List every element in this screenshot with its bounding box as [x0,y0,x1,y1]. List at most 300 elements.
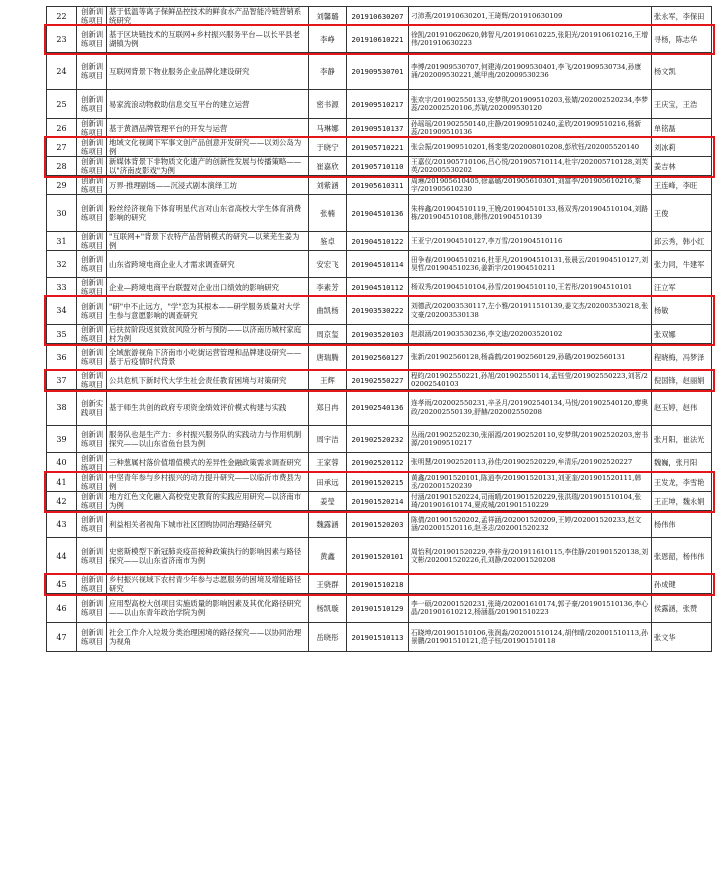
project-members-text: 张明慧/201902520113,孙佳/201902520229,牟清乐/201902520227 [411,458,633,467]
project-leader-text: 鉴卓 [320,236,335,246]
project-title-text: 三种葱属村落价值增值模式的差异性金融政策需求调查研究 [109,458,302,467]
project-type [77,492,107,511]
student-id [347,7,409,26]
project-title-text: 服务队也是生产力：乡村振兴服务队的实践动力与作用机制探究——以山东省鱼台县为例 [109,430,302,448]
project-title-text: 粉丝经济视角下体育明星代言对山东省高校大学生体育消费影响的研究 [109,204,302,222]
project-title-text: 基于低温等离子保鲜品控技术的鲜食水产品智能冷链营销系统研究 [109,7,302,25]
project-leader [309,492,347,511]
row-number-text: 28 [56,161,67,171]
project-leader [309,251,347,278]
row-number-text: 30 [56,208,67,218]
student-id [347,594,409,623]
project-members [409,157,652,176]
student-id-text: 201901510218 [351,579,404,589]
project-type-text: 创新训练项目 [81,138,104,156]
project-leader-text: 魏露涵 [316,519,339,529]
row-number-text: 39 [56,434,67,444]
project-members-text: 周怡利/201901520229,李梓龙/201911610115,李佳静/201901520138,刘文彬/202001520226,孔刘静/202001520208 [411,547,648,564]
row-number-text: 47 [56,632,67,642]
project-members [409,325,652,344]
project-type-text: 创新训练项目 [81,599,104,617]
project-advisor-text: 姜吉林 [654,161,676,171]
project-members-text: 王嘉仪/201905710106,吕心悦/201905710114,杜宇/202005710128,刘芙英/202005530202 [411,157,648,174]
project-leader-text: 崔嘉欣 [316,161,339,171]
row-number [47,157,77,176]
student-id-text: 201902520232 [351,434,404,444]
table-row [47,157,712,176]
project-members [409,176,652,195]
project-leader-text: 李素芳 [316,282,339,292]
project-members-text: 王亚宁/201904510127,李万雪/201904510116 [411,236,563,245]
student-id-text: 201909510217 [351,99,404,109]
project-type [77,371,107,390]
project-title-text: 利益相关者视角下城市社区团购协同治理路径研究 [109,519,272,529]
project-advisor [652,371,712,390]
row-number-text: 22 [56,11,67,21]
project-table-body [47,7,712,652]
row-number [47,492,77,511]
project-leader-text: 刘馨璐 [316,11,339,21]
project-leader [309,195,347,232]
project-advisor-text: 王俊 [654,208,669,218]
project-title-text: 企业—跨境电商平台联盟对企业出口绩效的影响研究 [109,282,279,292]
table-row [47,538,712,575]
project-leader [309,594,347,623]
project-leader [309,26,347,53]
project-title [107,251,309,278]
project-type-text: 创新训练项目 [81,515,104,533]
table-row [47,390,712,426]
row-number [47,538,77,575]
project-type [77,594,107,623]
project-type-text: 创新训练项目 [81,62,104,80]
row-number [47,473,77,492]
student-id [347,119,409,138]
project-members-text: 石晓坤/201901510106,张润淼/202001510124,胡伟晴/202001510113,孙景鹏/201901510121,范子钰/201901510118 [411,628,648,645]
project-title [107,26,309,53]
project-leader-text: 马琳娜 [316,123,339,133]
project-title [107,157,309,176]
project-title [107,195,309,232]
project-members-text: 连孝雨/202002550231,辛圣月/201902540134,马悦/201902540120,廖奥政/202002550139,舒赫/202002550208 [411,399,648,416]
project-members [409,511,652,538]
project-members-text: 丛雨/201902520230,张丽源/201902520110,安梦琪/201902520203,密书源/201909510217 [411,430,648,447]
project-members-text: 赵淑涵/201903530236,李文迪/202003520102 [411,329,563,338]
project-title [107,90,309,119]
project-advisor [652,7,712,26]
project-advisor-text: 王发龙，李雪艳 [654,477,705,487]
project-advisor-text: 张恩韶，杨伟伟 [654,551,705,561]
project-type [77,473,107,492]
table-row [47,426,712,453]
project-title-text: 新媒体背景下非物质文化遗产的创新性发展与传播策略——以"济南皮影戏"为例 [109,157,302,175]
project-type-text: 创新训练项目 [81,348,104,366]
project-advisor [652,26,712,53]
student-id [347,473,409,492]
student-id-text: 201904510136 [351,208,404,218]
row-number [47,325,77,344]
project-advisor [652,138,712,157]
row-number [47,371,77,390]
project-members [409,251,652,278]
project-members [409,232,652,251]
project-title-text: "互联网+"背景下农特产品营销模式的研究—以莱芜生姜为例 [109,232,300,250]
project-members-text: 张欢宇/201902550133,安梦琪/201909510203,张婧/202002520234,李梦蕊/202002520106,苏斌/202009530120 [411,95,648,112]
project-members [409,119,652,138]
student-id [347,390,409,426]
student-id-text: 201910630207 [351,11,404,21]
table-row [47,325,712,344]
project-type-text: 创新训练项目 [81,301,104,320]
student-id-text: 201903530222 [351,306,404,315]
row-number [47,53,77,90]
project-advisor [652,53,712,90]
project-advisor-text: 汪立军 [654,282,676,292]
project-members [409,371,652,390]
project-title-text: 基于黄酒品牌管理平台的开发与运营 [109,123,228,133]
project-title-text: 山东省跨境电商企业人才需求调查研究 [109,259,235,269]
student-id-text: 201910610221 [351,34,404,44]
project-leader [309,575,347,594]
project-type [77,344,107,371]
project-leader [309,297,347,325]
project-members-text: 孙瑶瑶/201902550140,庄静/201909510240,孟欣/201909510216,杨新蕊/201909510136 [411,119,642,136]
project-advisor [652,297,712,325]
project-members [409,297,652,325]
project-leader [309,7,347,26]
project-title [107,7,309,26]
project-title [107,138,309,157]
row-number-text: 38 [56,403,67,412]
project-leader [309,325,347,344]
row-number-text: 35 [56,329,67,339]
project-leader-text: 于晓宁 [316,142,339,152]
project-type [77,232,107,251]
table-row [47,511,712,538]
row-number [47,119,77,138]
project-leader-text: 田承远 [316,477,339,487]
project-leader [309,176,347,195]
row-number [47,297,77,325]
student-id-text: 201909510137 [351,123,404,133]
project-leader-text: 周宇洁 [316,434,339,444]
project-advisor [652,325,712,344]
student-id [347,344,409,371]
project-type-text: 创新训练项目 [81,232,104,250]
project-members-text: 徐凯/201910620620,韩智凡/201910610225,张阳光/201910610216,王增伟/201910630223 [411,30,648,47]
row-number [47,390,77,426]
project-type-text: 创新训练项目 [81,30,104,48]
project-members-text: 陈倩/201901520202,孟祥涵/202001520209,王婷/202001520233,赵文涵/202001520116,赵圣志/202001520232 [411,515,642,532]
row-number [47,176,77,195]
project-leader-text: 黄鑫 [320,551,335,561]
row-number [47,344,77,371]
project-members-text: 付涵/201901520224,司雨晴/201901520229,张洪瑞/201901510104,张琦/201901610174,夏成城/201901510229 [411,492,642,509]
project-advisor-text: 王正坤，魏永娟 [654,496,705,506]
student-id-text: 201901520203 [351,519,404,529]
project-leader [309,538,347,575]
project-advisor-text: 张力同，牛建军 [654,259,705,269]
project-leader-text: 刘紫涵 [316,180,339,190]
project-title-text: 地域文化视阈下军事文创产品创意开发研究——以刘公岛为例 [109,138,302,156]
row-number [47,7,77,26]
project-title-text: 万界·推理剧场——沉浸式剧本演绎工坊 [109,180,237,190]
project-title [107,426,309,453]
project-leader [309,390,347,426]
project-members-text: 李一硕/202001520231,张琦/202001610174,郭子豪/201901510136,李心晶/201901610212,杨涵磊/201901510223 [411,599,648,616]
project-type-text: 创新训练项目 [81,628,104,646]
project-title-text: 中坚青年参与乡村振兴的动力提升研究——以临沂市费县为例 [109,473,302,491]
row-number-text: 23 [56,34,67,44]
student-id [347,538,409,575]
row-number [47,623,77,652]
row-number-text: 33 [56,282,67,292]
project-title-text: 全域旅游视角下济南市小吃街运营管理和品牌建设研究——基于后疫情时代背景 [109,348,302,366]
project-advisor-text: 王庆宝，王浩 [654,99,698,109]
project-leader [309,511,347,538]
student-id-text: 201901520101 [351,551,404,561]
project-advisor-text: 张文华 [654,632,676,642]
student-id-text: 201901520215 [351,477,404,487]
table-row [47,195,712,232]
row-number-text: 26 [56,123,67,133]
project-leader-text: 安宏飞 [316,259,339,269]
project-members [409,538,652,575]
row-number-text: 45 [56,579,67,589]
project-leader [309,232,347,251]
project-members [409,195,652,232]
project-type [77,90,107,119]
project-leader-text: 张楠 [320,208,335,218]
project-advisor-text: 杨伟伟 [654,519,676,529]
table-row [47,7,712,26]
project-title [107,623,309,652]
project-members-text: 张新/201902560128,杨淼鹤/201902560129,孙璐/201902560131 [411,352,626,361]
project-type [77,390,107,426]
row-number [47,426,77,453]
project-advisor [652,176,712,195]
project-title-text: 地方红色文化融入高校党史教育的实践应用研究—以济南市为例 [109,492,302,510]
project-title [107,278,309,297]
student-id-text: 201902520112 [351,458,404,467]
project-type-text: 创新训练项目 [81,119,104,137]
row-number [47,90,77,119]
table-row [47,575,712,594]
project-title [107,594,309,623]
row-number-text: 43 [56,519,67,529]
student-id [347,26,409,53]
row-number-text: 34 [56,306,67,315]
project-type-text: 创新训练项目 [81,473,104,491]
project-type-text: 创新训练项目 [81,95,104,113]
project-leader-text: 周京玺 [316,329,339,339]
project-members [409,7,652,26]
project-type-text: 创新训练项目 [81,492,104,510]
project-advisor-text: 杨敏 [654,306,669,315]
project-advisor [652,157,712,176]
project-title [107,575,309,594]
project-members [409,90,652,119]
project-type-text: 创新训练项目 [81,255,104,273]
row-number-text: 24 [56,66,67,76]
project-members [409,138,652,157]
project-type [77,297,107,325]
row-number [47,138,77,157]
project-title-text: 乡村振兴视域下农村青少年参与志愿服务的困境及增能路径研究 [109,575,302,593]
project-type-text: 创新训练项目 [81,430,104,448]
project-advisor-text: 侯露涵，张赞 [654,603,698,613]
project-type [77,278,107,297]
table-row [47,119,712,138]
project-type [77,26,107,53]
project-members [409,453,652,473]
row-number [47,26,77,53]
row-number [47,195,77,232]
student-id [347,297,409,325]
row-number-text: 44 [56,551,67,561]
student-id-text: 201909530701 [351,66,404,76]
project-leader [309,371,347,390]
student-id [347,90,409,119]
project-type-text: 创新训练项目 [81,157,104,175]
project-members [409,594,652,623]
project-members-text: 刘德武/202003530117,左小雅/201911510139,姜文杰/202003530218,张文豪/202003530138 [411,302,648,319]
project-type-text: 创新训练项目 [81,176,104,194]
project-advisor-text: 杨文凯 [654,66,676,76]
project-type-text: 创新实践项目 [81,398,104,417]
project-leader-text: 姜瑩 [320,496,335,506]
project-leader [309,278,347,297]
student-id [347,176,409,195]
student-id [347,232,409,251]
project-title-text: 应用型高校大创项目实施质量的影响因素及其优化路径研究——以山东青年政治学院为例 [109,599,302,617]
project-advisor [652,473,712,492]
project-title-text: 互联网背景下物业服务企业品牌化建设研究 [109,66,250,76]
student-id [347,278,409,297]
student-id-text: 201904510122 [351,236,404,246]
row-number [47,278,77,297]
project-advisor [652,90,712,119]
project-leader [309,90,347,119]
student-id-text: 201902560127 [351,352,404,362]
project-members-text: 黄鑫/201901520101,陈逍李/201901520131,刘亚奎/201901520111,韩丞/202001520239 [411,473,642,490]
project-members-text: 李博/201909530707,何建涛/201909530401,李飞/201909530734,孙康涌/202009530221,姚甲南/202009530236 [411,62,642,79]
project-title [107,119,309,138]
row-number [47,232,77,251]
project-title-text: 社会工作介入垃圾分类治理困境的路径探究——以协同治理为视角 [109,628,302,646]
row-number-text: 25 [56,99,67,109]
row-number-text: 40 [56,458,67,467]
project-leader [309,157,347,176]
row-number-text: 29 [56,180,67,190]
project-document [46,6,711,652]
project-leader [309,453,347,473]
student-id [347,492,409,511]
project-title [107,492,309,511]
project-title [107,473,309,492]
table-row [47,473,712,492]
project-type [77,119,107,138]
row-number [47,511,77,538]
project-leader [309,623,347,652]
project-type [77,7,107,26]
row-number [47,453,77,473]
project-advisor-text: 魏巍，张月阳 [654,458,698,467]
project-type-text: 创新训练项目 [81,325,104,343]
student-id-text: 201902540136 [351,403,404,412]
project-advisor-text: 孙成键 [654,579,676,589]
project-advisor [652,538,712,575]
project-advisor-text: 张双娜 [654,329,676,339]
project-advisor-text: 倪国锋，赵丽娟 [654,375,705,385]
project-members-text: 刁沛燕/201910630201,王琦辉/201910630109 [411,11,563,20]
project-title [107,538,309,575]
project-leader-text: 王家蓉 [316,458,339,467]
project-title-text: 后扶贫阶段返贫致贫风险分析与预防——以济南历城村家庭村为例 [109,325,302,343]
project-advisor-text: 张永军，李保田 [654,11,705,21]
project-members [409,492,652,511]
project-advisor [652,623,712,652]
row-number-text: 27 [56,142,67,152]
project-type-text: 创新训练项目 [81,204,104,222]
project-title-text: 公共危机下新时代大学生社会责任教育困境与对策研究 [109,375,287,385]
table-row [47,251,712,278]
project-type [77,426,107,453]
row-number-text: 37 [56,375,67,385]
project-leader [309,138,347,157]
project-leader [309,119,347,138]
project-leader-text: 岳晓彤 [316,632,339,642]
row-number [47,251,77,278]
student-id [347,53,409,90]
project-advisor-text: 寻杨，陈志华 [654,34,698,44]
table-row [47,26,712,53]
project-leader-text: 唐瑞腾 [316,352,339,362]
project-members-text: 朱梓鑫/201904510119,王娩/201904510133,杨双秀/201904510104,刘路栋/201904510108,韩伟/201904510139 [411,204,648,221]
project-type-text: 创新训练项目 [81,575,104,593]
project-title [107,325,309,344]
student-id-text: 201904510112 [351,282,404,292]
student-id-text: 201901510129 [351,603,404,613]
project-leader [309,473,347,492]
project-advisor-text: 张月阳，崔法光 [654,434,705,444]
project-type-text: 创新训练项目 [81,7,104,25]
project-members [409,26,652,53]
table-row [47,492,712,511]
table-row [47,453,712,473]
table-row [47,138,712,157]
project-title [107,297,309,325]
project-advisor [652,453,712,473]
project-leader-text: 曲凯杨 [316,306,339,315]
project-advisor [652,232,712,251]
project-type [77,623,107,652]
project-title-text: "研"中不止远方，"学"恋为其根本——研学服务质量对大学生参与意愿影响的调查研究 [109,301,300,320]
student-id-text: 201903520103 [351,329,404,339]
student-id-text: 201905710110 [351,161,404,171]
project-title [107,176,309,195]
project-title-text: 史密斯模型下新冠肺炎疫苗接种政策执行的影响因素与路径探究——以山东省济南市为例 [109,547,302,565]
row-number [47,594,77,623]
project-title [107,232,309,251]
project-members [409,53,652,90]
project-advisor [652,344,712,371]
project-leader-text: 密书源 [316,99,339,109]
project-advisor-text: 王连峰，李旺 [654,180,698,190]
project-advisor-text: 程晓梅，冯梦泽 [654,352,705,362]
project-type-text: 创新训练项目 [81,453,104,472]
project-type [77,138,107,157]
